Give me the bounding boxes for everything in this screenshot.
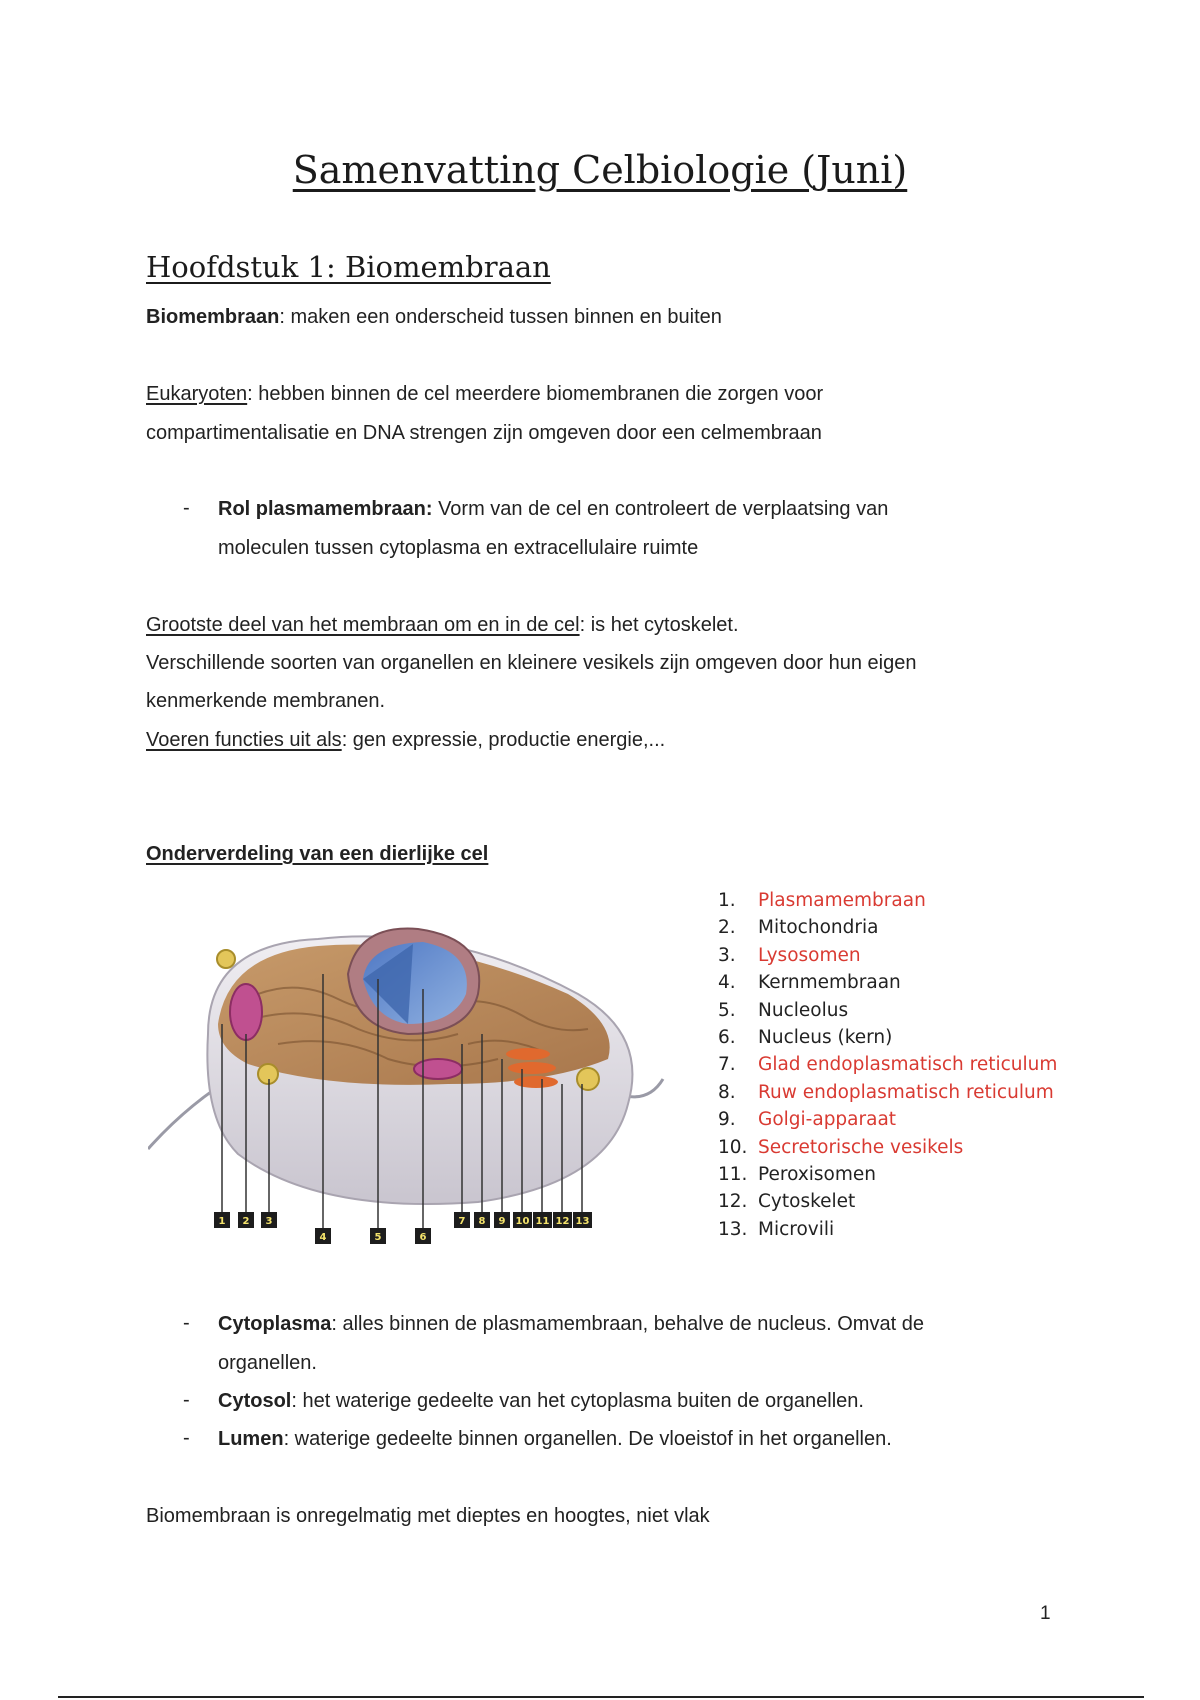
svg-text:9: 9 [498,1216,506,1227]
cytoplasma-term: Cytoplasma [218,1313,332,1335]
legend-number: 3. [718,944,736,966]
legend-number: 5. [718,999,736,1021]
page-number: 1 [1040,1603,1051,1624]
lumen-term: Lumen [218,1428,284,1450]
svg-text:11: 11 [535,1216,550,1227]
legend-label: Mitochondria [758,917,879,939]
svg-text:8: 8 [478,1216,486,1227]
callout-4 [315,1228,331,1244]
svg-text:6: 6 [419,1232,427,1243]
legend-item [718,1216,1057,1243]
legend-label: Peroxisomen [758,1163,877,1185]
legend-item [718,1134,1057,1161]
lysosome-shape [258,1064,278,1084]
legend-label: Plasmamembraan [758,890,926,911]
legend-number: 7. [718,1054,736,1076]
bullet-dash: - [183,497,190,519]
legend-number: 13. [718,1218,748,1240]
legend-number: 8. [718,1081,736,1103]
legend-item [718,914,1057,941]
legend-number: 1. [718,890,736,911]
vesicle-shape [217,950,235,968]
legend-item [718,969,1057,996]
legend-label: Microvili [758,1218,835,1240]
svg-text:7: 7 [458,1216,466,1227]
legend-item [718,1079,1057,1106]
lumen-item [218,1426,892,1452]
svg-text:1: 1 [218,1216,226,1227]
legend-number: 4. [718,972,736,994]
callout-3 [261,1212,277,1228]
legend-label: Glad endoplasmatisch reticulum [758,1054,1058,1076]
lumen-def: : waterige gedeelte binnen organellen. De vloeistof in het organellen. [283,1428,892,1450]
rol-term: Rol plasmamembraan: [218,498,433,520]
cytoplasma-def-1: : alles binnen de plasmamembraan, behalve de nucleus. Omvat de [331,1313,924,1335]
voeren-functies [146,727,665,753]
mitochondrion-shape [414,1059,462,1079]
cytoplasma-def-2: organellen. [218,1352,317,1374]
svg-text:3: 3 [265,1216,273,1227]
bullet-dash: - [183,1389,190,1411]
rol-def-2: moleculen tussen cytoplasma en extracellulaire ruimte [218,537,699,559]
legend-item [718,887,1057,914]
footer-rule [58,1696,1144,1698]
biomembraan-def: : maken een onderscheid tussen binnen en buiten [279,306,722,328]
svg-text:13: 13 [575,1216,590,1227]
bullet-dash: - [183,1427,190,1449]
verschillende-line-2: kenmerkende membranen. [146,690,386,712]
cytoplasma-item [218,1311,924,1337]
legend-label: Nucleolus [758,999,849,1021]
legend-label: Golgi-apparaat [758,1109,897,1131]
voeren-term: Voeren functies uit als [146,729,342,751]
cytosol-item [218,1388,864,1414]
callout-10 [513,1212,532,1228]
eukaryoten-def-2: compartimentalisatie en DNA strengen zijn omgeven door een celmembraan [146,422,822,444]
legend-label: Lysosomen [758,944,861,966]
callout-2 [238,1212,254,1228]
biomembraan-definition [146,304,722,330]
grootste-term: Grootste deel van het membraan om en in de cel [146,614,580,636]
callout-11 [533,1212,552,1228]
legend-number: 11. [718,1163,748,1185]
legend-number: 9. [718,1109,736,1131]
svg-text:2: 2 [242,1216,250,1227]
svg-text:5: 5 [374,1232,382,1243]
eukaryoten-term: Eukaryoten [146,383,248,405]
rol-def-1: Vorm van de cel en controleert de verplaatsing van [432,498,889,520]
svg-text:12: 12 [555,1216,570,1227]
grootste-deel [146,612,739,638]
svg-text:4: 4 [319,1232,327,1243]
legend-item [718,1161,1057,1188]
callout-12 [553,1212,572,1228]
legend-number: 6. [718,1026,736,1048]
legend-label: Nucleus (kern) [758,1026,893,1048]
callout-1 [214,1212,230,1228]
legend-label: Kernmembraan [758,972,901,994]
vesicle-shape [577,1068,599,1090]
legend-item [718,1024,1057,1051]
eukaryoten-definition [146,381,823,407]
legend-item [718,942,1057,969]
bullet-dash: - [183,1312,190,1334]
svg-text:10: 10 [515,1216,530,1227]
callout-7 [454,1212,470,1228]
verschillende-line-1: Verschillende soorten van organellen en kleinere vesikels zijn omgeven door hun eigen [146,652,917,674]
closing-line: Biomembraan is onregelmatig met dieptes en hoogtes, niet vlak [146,1505,710,1527]
animal-cell-diagram [148,884,708,1260]
callout-9 [494,1212,510,1228]
organelle-legend [718,887,1057,1243]
voeren-def: : gen expressie, productie energie,... [341,729,666,751]
legend-item [718,1106,1057,1133]
legend-item [718,997,1057,1024]
legend-number: 10. [718,1136,748,1158]
page-title: Samenvatting Celbiologie (Juni) [292,148,908,192]
callout-8 [474,1212,490,1228]
rol-plasmamembraan [218,496,888,522]
legend-label: Secretorische vesikels [758,1136,964,1158]
legend-number: 2. [718,917,736,939]
legend-label: Cytoskelet [758,1191,856,1213]
section-title: Onderverdeling van een dierlijke cel [146,843,489,865]
biomembraan-term: Biomembraan [146,306,280,328]
legend-label: Ruw endoplasmatisch reticulum [758,1081,1054,1103]
cytosol-def: : het waterige gedeelte van het cytoplasma buiten de organellen. [291,1390,864,1412]
eukaryoten-def-1: : hebben binnen de cel meerdere biomembranen die zorgen voor [247,383,824,405]
callout-13 [573,1212,592,1228]
chapter-heading: Hoofdstuk 1: Biomembraan [146,250,551,284]
legend-item [718,1188,1057,1215]
mitochondrion-shape [230,984,262,1040]
cytosol-term: Cytosol [218,1390,292,1412]
legend-item [718,1051,1057,1078]
callout-5 [370,1228,386,1244]
legend-number: 12. [718,1191,748,1213]
callout-6 [415,1228,431,1244]
grootste-def: : is het cytoskelet. [579,614,739,636]
